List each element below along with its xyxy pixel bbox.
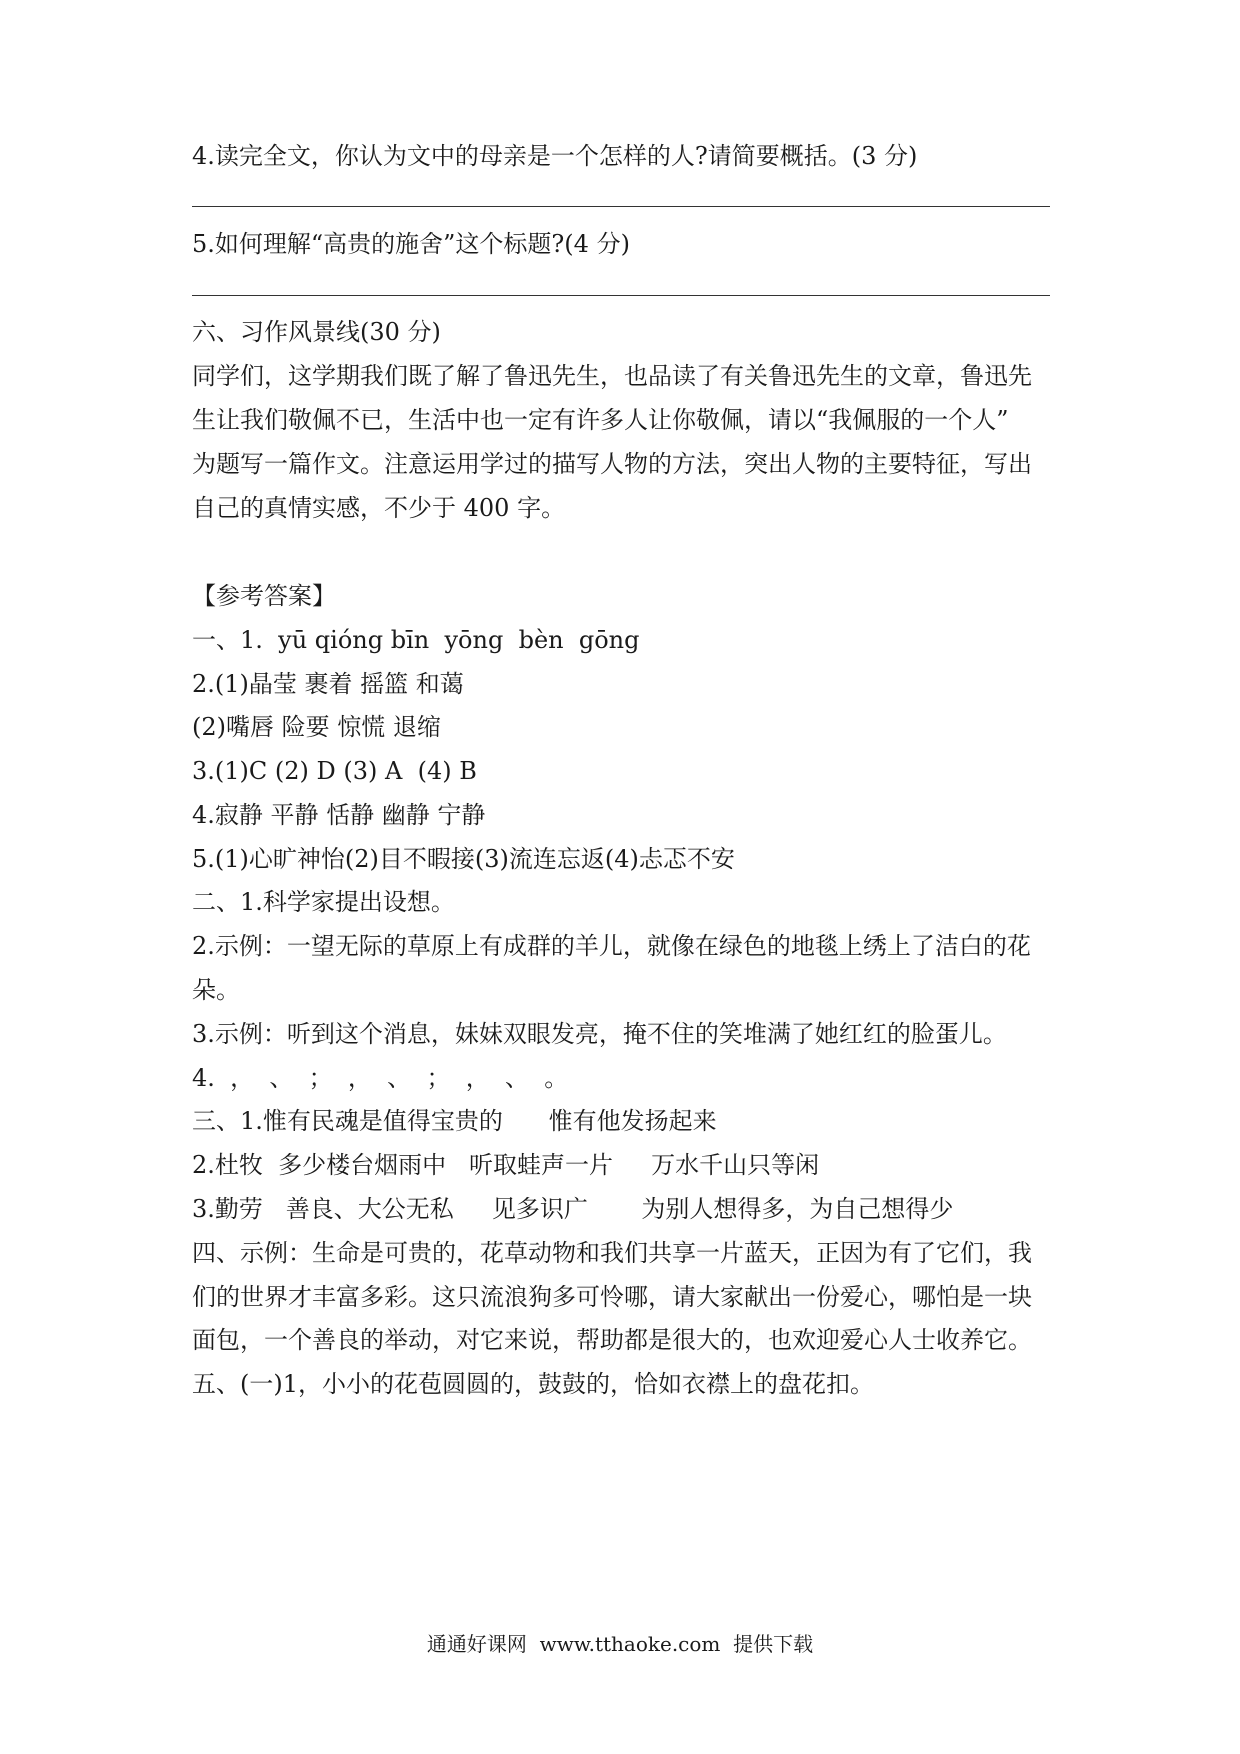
composition-text-line: 为题写一篇作文。注意运用学过的描写人物的方法，突出人物的主要特征，写出 bbox=[192, 450, 1032, 478]
composition-text-line: 同学们，这学期我们既了解了鲁迅先生，也品读了有关鲁迅先生的文章，鲁迅先 bbox=[192, 362, 1032, 390]
answer-line: 5.(1)心旷神怡(2)目不暇接(3)流连忘返(4)忐忑不安 bbox=[192, 845, 735, 873]
answer-line: 们的世界才丰富多彩。这只流浪狗多可怜哪，请大家献出一份爱心，哪怕是一块 bbox=[192, 1283, 1032, 1311]
answer-line: 2.杜牧 多少楼台烟雨中 听取蛙声一片 万水千山只等闲 bbox=[192, 1151, 820, 1179]
answer-line: 2.示例：一望无际的草原上有成群的羊儿，就像在绿色的地毯上绣上了洁白的花 bbox=[192, 932, 1031, 960]
answer-line: 2.(1)晶莹 裹着 摇篮 和蔼 bbox=[192, 670, 464, 698]
answer-line: 4.寂静 平静 恬静 幽静 宁静 bbox=[192, 801, 486, 829]
answer-line: 4. ， 、 ； ， 、 ； ， 、 。 bbox=[192, 1064, 569, 1092]
page-footer: 通通好课网 www.tthaoke.com 提供下载 bbox=[426, 1632, 814, 1656]
answer-line: 朵。 bbox=[192, 976, 240, 1004]
answer-line: 3.示例：听到这个消息，妹妹双眼发亮，掩不住的笑堆满了她红红的脸蛋儿。 bbox=[192, 1020, 1007, 1048]
answer-line: 二、1.科学家提出设想。 bbox=[192, 888, 455, 916]
answer-line: (2)嘴唇 险要 惊慌 退缩 bbox=[192, 713, 441, 741]
question-5: 5.如何理解“高贵的施舍”这个标题?(4 分) bbox=[192, 230, 630, 258]
answer-line: 四、示例：生命是可贵的，花草动物和我们共享一片蓝天，正因为有了它们，我 bbox=[192, 1239, 1032, 1267]
question-4: 4.读完全文，你认为文中的母亲是一个怎样的人?请简要概括。(3 分) bbox=[192, 142, 918, 170]
answer-line: 一、1. yū qióng bīn yōng bèn gōng bbox=[192, 626, 640, 654]
composition-heading: 六、习作风景线(30 分) bbox=[192, 318, 441, 346]
composition-text-line: 生让我们敬佩不已，生活中也一定有许多人让你敬佩，请以“我佩服的一个人” bbox=[192, 406, 1009, 434]
composition-text-line: 自己的真情实感，不少于 400 字。 bbox=[192, 494, 566, 522]
answer-line: 3.(1)C (2) D (3) A (4) B bbox=[192, 757, 477, 785]
answer-line: 面包，一个善良的举动，对它来说，帮助都是很大的，也欢迎爱心人士收养它。 bbox=[192, 1326, 1032, 1354]
answer-line: 三、1.惟有民魂是值得宝贵的 惟有他发扬起来 bbox=[192, 1107, 717, 1135]
answer-line: 五、(一)1，小小的花苞圆圆的，鼓鼓的，恰如衣襟上的盘花扣。 bbox=[192, 1370, 874, 1398]
answer-line-q5 bbox=[192, 295, 1050, 296]
answer-line: 3.勤劳 善良、大公无私 见多识广 为别人想得多，为自己想得少 bbox=[192, 1195, 954, 1223]
answers-heading: 【参考答案】 bbox=[192, 582, 336, 610]
answer-line-q4 bbox=[192, 206, 1050, 207]
